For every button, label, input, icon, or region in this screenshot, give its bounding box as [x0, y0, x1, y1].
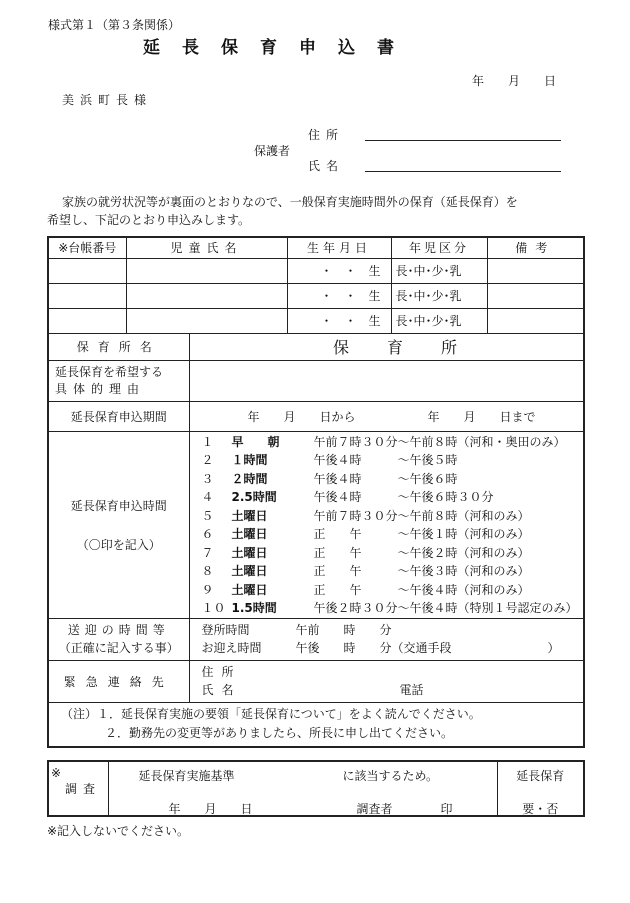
remarks-cell[interactable]: [487, 283, 584, 308]
hours-option-number: ２: [201, 453, 214, 468]
dropoff-row[interactable]: [202, 621, 580, 639]
hours-option-number: ９: [201, 582, 214, 597]
hours-option-number: １０: [201, 601, 226, 616]
ledger-number-cell[interactable]: [48, 283, 126, 308]
hours-option[interactable]: [202, 488, 584, 507]
hours-option-time: 正 午 ～午後４時（河和のみ）: [313, 582, 530, 597]
dropoff-value[interactable]: 午前 時 分: [295, 623, 392, 637]
hours-option[interactable]: [202, 580, 584, 599]
pickup-time-value[interactable]: 午後 時 分（交通手段 ）: [295, 641, 560, 655]
pickup-fields: [189, 618, 584, 660]
emergency-fields: [189, 660, 584, 702]
hours-option[interactable]: [202, 451, 584, 470]
guardian-name-label: 氏名: [308, 159, 345, 173]
intro-line-2: 希望し、下記のとおり申込みします。: [47, 213, 251, 227]
dropoff-label: 登所時間: [201, 623, 250, 637]
guardian-name-field[interactable]: [365, 171, 561, 172]
hours-option-time: 午後４時 ～午後６時: [313, 471, 458, 486]
review-mark: ※: [51, 766, 62, 780]
reviewer-seal[interactable]: 調査者 印: [356, 802, 453, 816]
pickup-label-line1: 送迎の時間等: [67, 623, 170, 637]
hours-option-name: 土曜日: [231, 582, 268, 597]
note-line-1: （注）１．延長保育実施の要領「延長保育について」をよく読んでください。: [61, 707, 481, 722]
hours-option-name: 1.5時間: [231, 601, 277, 616]
ledger-number-cell[interactable]: [48, 308, 126, 333]
header-ledger-number: ※台帳番号: [48, 237, 126, 258]
hours-option[interactable]: [202, 543, 584, 562]
reason-field[interactable]: [189, 360, 584, 401]
review-table: [47, 760, 585, 817]
child-name-cell[interactable]: [126, 258, 287, 283]
hours-option-time: 午前７時３０分～午前８時（河和・奥田のみ）: [313, 434, 566, 449]
intro-line-1: 家族の就労状況等が裏面のとおりなので、一般保育実施時間外の保育（延長保育）を: [62, 195, 518, 209]
hours-option-time: 午後２時３０分～午後４時（特別１号認定のみ）: [313, 601, 578, 616]
reason-label-line1: 延長保育を希望する: [55, 364, 164, 379]
emergency-phone-label[interactable]: 電話: [399, 683, 424, 697]
footer-note: ※記入しないでください。: [47, 824, 190, 838]
hours-option-number: ５: [201, 508, 214, 523]
review-date[interactable]: 年 月 日: [168, 802, 253, 816]
review-applies: に該当するため。: [342, 769, 439, 783]
header-remarks: 備考: [487, 237, 584, 258]
pickup-label-cell: [48, 618, 189, 660]
grade-cell[interactable]: 長･中･少･乳: [391, 258, 487, 283]
table-row: [48, 283, 584, 308]
birthdate-cell[interactable]: ・ ・ 生: [287, 308, 391, 333]
header-birthdate: 生年月日: [287, 237, 391, 258]
grade-cell[interactable]: 長･中･少･乳: [391, 283, 487, 308]
ledger-number-cell[interactable]: [48, 258, 126, 283]
hours-option-time: 午後４時 ～午後６時３０分: [313, 490, 494, 505]
guardian-label: 保護者: [254, 144, 291, 158]
emergency-address-label[interactable]: 住所: [201, 665, 242, 679]
hours-option-number: ３: [201, 471, 214, 486]
hours-option[interactable]: [202, 599, 584, 618]
period-field[interactable]: 年 月 日から 年 月 日まで: [189, 401, 584, 431]
hours-option[interactable]: [202, 469, 584, 488]
hours-option[interactable]: [202, 432, 584, 451]
emergency-label: 緊急連絡先: [48, 660, 189, 702]
notes-cell: [48, 702, 584, 747]
hours-option-name: 土曜日: [231, 508, 268, 523]
hours-option-name: 早 朝: [231, 434, 280, 449]
hours-option[interactable]: [202, 562, 584, 581]
child-name-cell[interactable]: [126, 308, 287, 333]
hours-option-name: 土曜日: [231, 527, 268, 542]
review-label: 調査: [65, 782, 102, 796]
hours-option-number: １: [201, 434, 214, 449]
hours-option[interactable]: [202, 525, 584, 544]
guardian-address-field[interactable]: [365, 140, 561, 141]
period-label: 延長保育申込期間: [48, 401, 189, 431]
hours-label: 延長保育申込時間: [70, 498, 167, 513]
hours-option[interactable]: [202, 506, 584, 525]
hours-options: [189, 431, 584, 618]
birthdate-cell[interactable]: ・ ・ 生: [287, 283, 391, 308]
pickup-label-line2: （正確に記入する事）: [58, 641, 179, 655]
hours-option-number: ６: [201, 527, 214, 542]
page-title: 延長保育申込書: [143, 38, 416, 58]
hours-option-time: 午前７時３０分～午前８時（河和のみ）: [313, 508, 530, 523]
hours-option-number: ８: [201, 564, 214, 579]
pickup-time-label: お迎え時間: [201, 641, 262, 655]
hours-option-time: 午後４時 ～午後５時: [313, 453, 458, 468]
guardian-address-label: 住所: [308, 128, 345, 142]
header-grade: 年児区分: [391, 237, 487, 258]
review-result-label: 延長保育: [516, 769, 565, 783]
emergency-name-label[interactable]: 氏名: [201, 683, 242, 697]
addressee: 美浜町長様: [62, 93, 153, 107]
reason-label-line2: 具体的理由: [55, 381, 146, 396]
hours-option-time: 正 午 ～午後２時（河和のみ）: [313, 545, 530, 560]
header-child-name: 児童氏名: [126, 237, 287, 258]
hours-option-time: 正 午 ～午後１時（河和のみ）: [313, 527, 530, 542]
hours-option-number: ７: [201, 545, 214, 560]
table-row: [48, 308, 584, 333]
note-line-2: ２．勤務先の変更等がありましたら、所長に申し出てください。: [105, 726, 454, 741]
hours-option-name: １時間: [231, 453, 268, 468]
hours-option-name: 土曜日: [231, 545, 268, 560]
nursery-label: 保育所名: [48, 333, 189, 360]
remarks-cell[interactable]: [487, 258, 584, 283]
hours-label-cell: [48, 431, 189, 618]
hours-option-number: ４: [201, 490, 214, 505]
nursery-field[interactable]: 保育所: [189, 333, 584, 360]
review-result-value[interactable]: 要・否: [522, 802, 559, 816]
review-criteria: 延長保育実施基準: [138, 769, 235, 783]
child-name-cell[interactable]: [126, 283, 287, 308]
application-table: [47, 236, 585, 748]
review-body: [108, 761, 497, 816]
pickup-row[interactable]: [202, 639, 580, 657]
review-result-cell: [497, 761, 584, 816]
hours-option-time: 正 午 ～午後３時（河和のみ）: [313, 564, 530, 579]
date-line: 年 月 日: [472, 74, 557, 88]
review-label-cell: [48, 761, 108, 816]
grade-cell[interactable]: 長･中･少･乳: [391, 308, 487, 333]
hours-option-name: 土曜日: [231, 564, 268, 579]
table-row: [48, 258, 584, 283]
hours-option-name: 2.5時間: [231, 490, 277, 505]
reason-label: [48, 360, 189, 401]
form-code: 様式第１（第３条関係）: [48, 18, 181, 32]
birthdate-cell[interactable]: ・ ・ 生: [287, 258, 391, 283]
hours-note: （〇印を記入）: [76, 537, 161, 552]
hours-option-name: ２時間: [231, 471, 268, 486]
remarks-cell[interactable]: [487, 308, 584, 333]
